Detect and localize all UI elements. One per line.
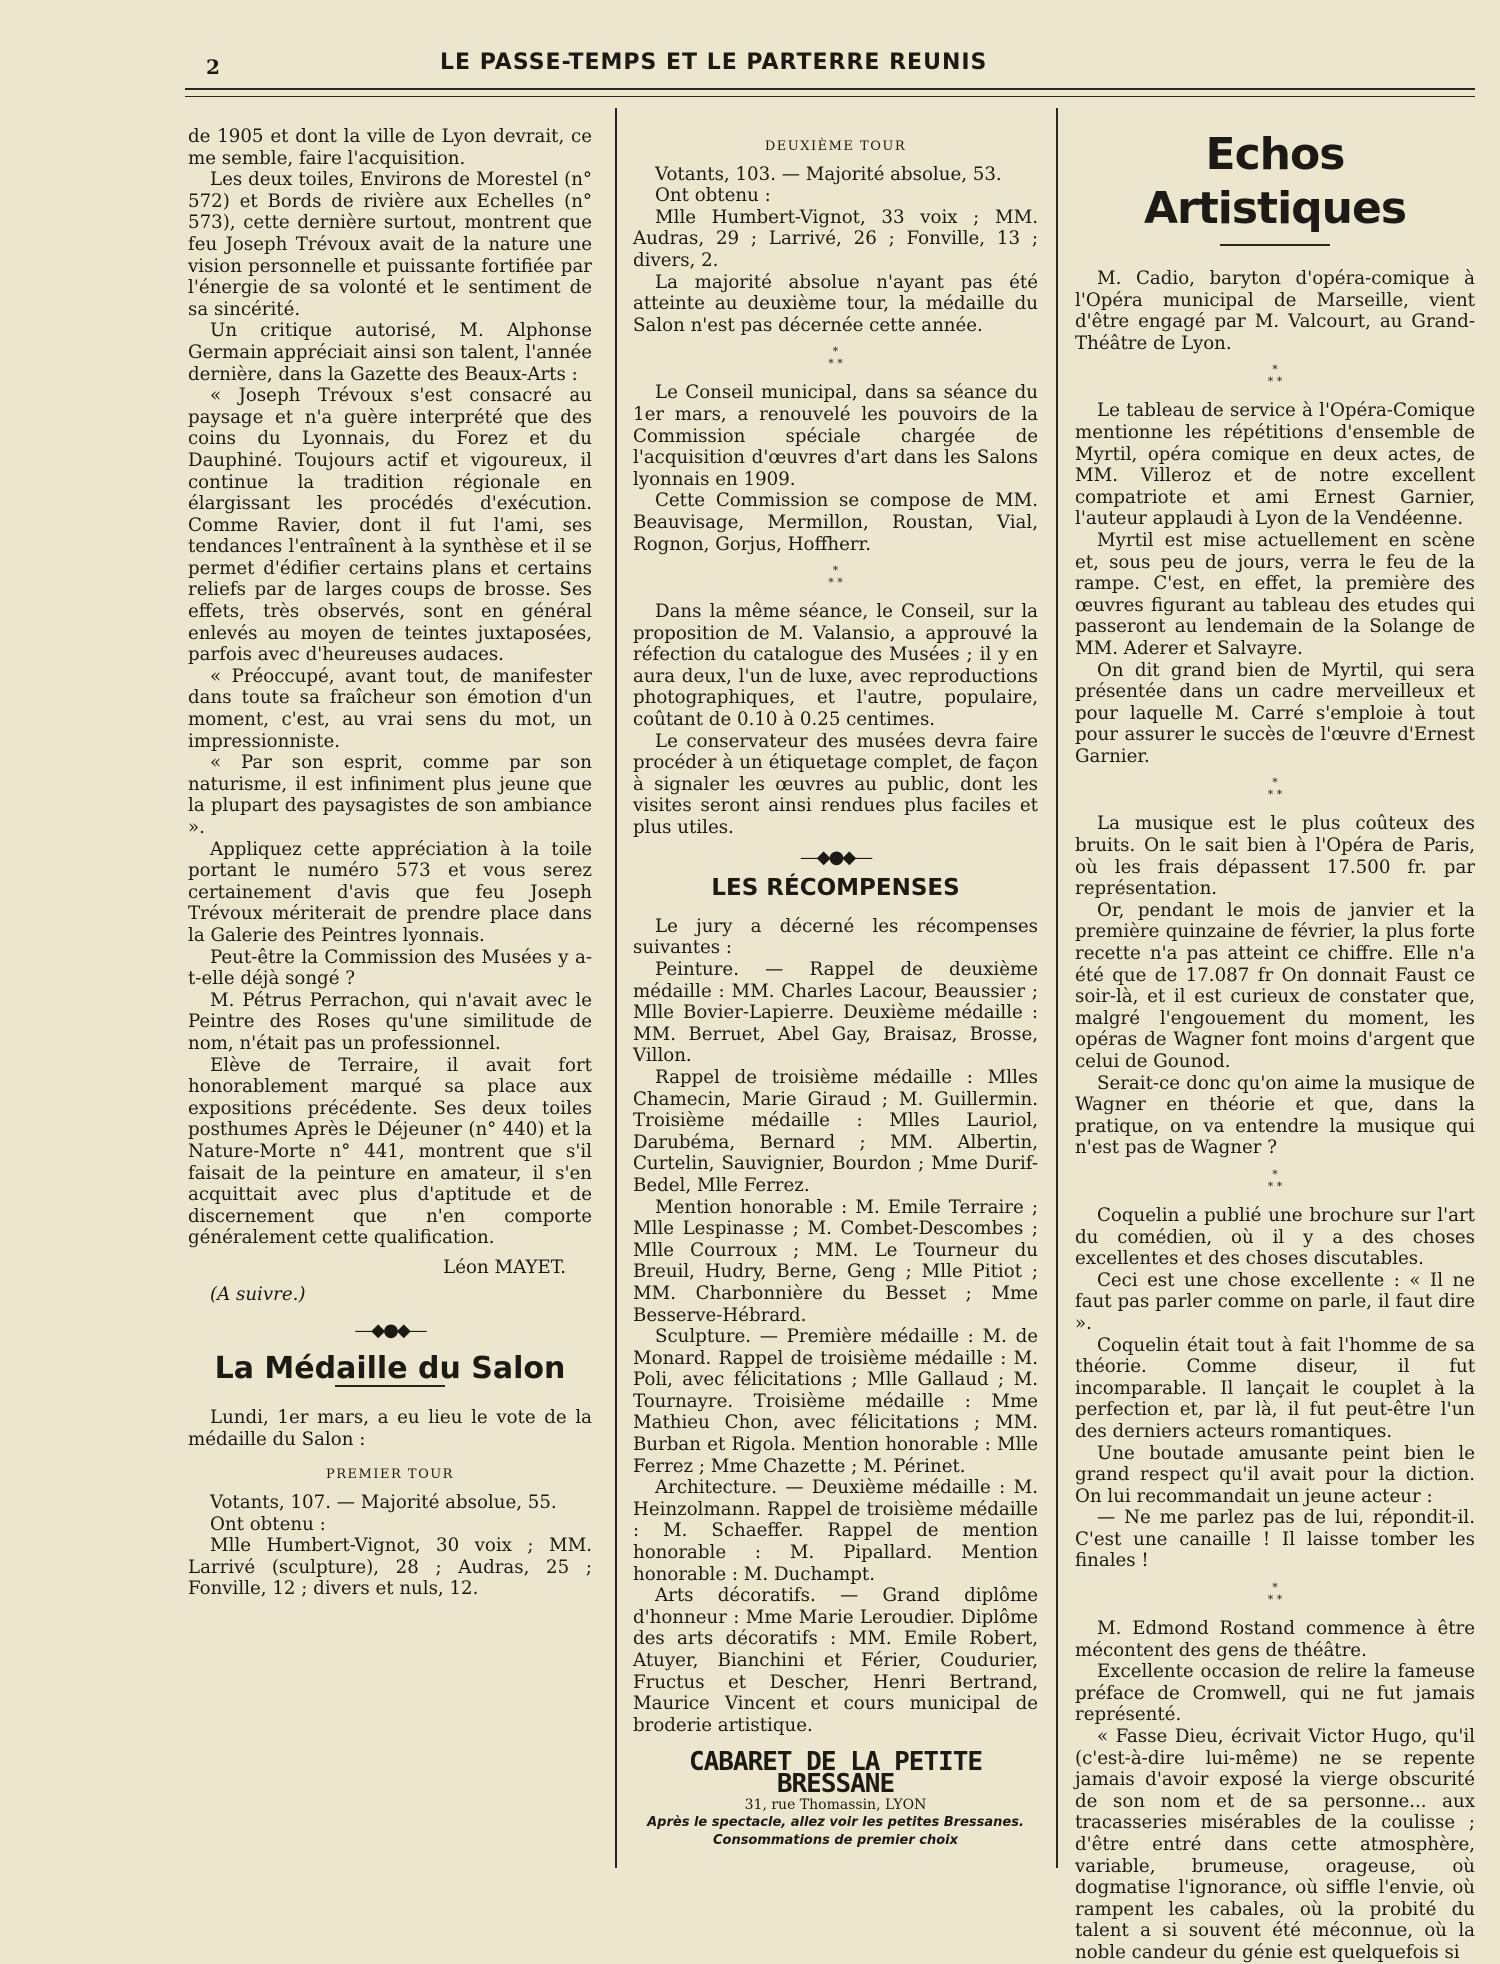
column-rule-2: [1056, 108, 1058, 1868]
paragraph: Rappel de troisième médaille : Mlles Chamecin, Marie Giraud ; M. Guillermin. Troisième médaille : Mlles Lauriol, Darubéma, Bernard ; MM. Albertin, Curtelin, Sauvignier, Bourdon ; Mme Durif-Bedel, Mlle Ferrez.: [633, 1066, 1038, 1196]
paragraph: Une boutade amusante peint bien le grand respect qu'il avait pour la diction. On lui recommandait un jeune acteur :: [1075, 1442, 1475, 1507]
asterism: * * *: [1267, 1167, 1283, 1193]
paragraph: La musique est le plus coûteux des bruits. On le sait bien à l'Opéra de Paris, où les frais dépassent 17.500 fr. par représentation.: [1075, 813, 1475, 900]
paragraph: Un critique autorisé, M. Alphonse Germain appréciait ainsi son talent, l'année dernière, dans la Gazette des Beaux-Arts :: [188, 320, 592, 385]
asterism: * * *: [1267, 363, 1283, 389]
quote-paragraph: « Préoccupé, avant tout, de manifester dans toute sa fraîcheur son émotion d'un moment, c'est, au vrai sens du mot, un impressionniste.: [188, 665, 592, 752]
column-1: [188, 126, 592, 1600]
page-number: 2: [206, 55, 220, 79]
paragraph: Coquelin était tout à fait l'homme de sa théorie. Comme diseur, il fut incomparable. Il lançait le couplet à la perfection et, par là, il fut peut-être l'un des derniers acteurs romantiques.: [1075, 1334, 1475, 1442]
asterism: * * *: [828, 345, 843, 371]
paragraph: Mention honorable : M. Emile Terraire ; Mlle Lespinasse ; M. Combet-Descombes ; Mlle Courroux ; MM. Le Tourneur du Breuil, Hudry, Berne, Geng ; Mlle Pitiot ; MM. Charbonnière du Besset ; Mme Besserve-Hébrard.: [633, 1196, 1038, 1326]
paragraph: Mlle Humbert-Vignot, 33 voix ; MM. Audras, 29 ; Larrivé, 26 ; Fonville, 13 ; divers, 2.: [633, 206, 1038, 271]
paragraph: Ont obtenu :: [655, 185, 771, 207]
paragraph: Elève de Terraire, il avait fort honorablement marqué sa place aux expositions précédente. Ses deux toiles posthumes Après le Déjeuner (n° 440) et la Nature-Morte n° 441, montrent que s'il faisait de la peinture en amateur, il s'en acquittait avec plus d'aptitude et de discernement que n'en comporte généralement cette qualification.: [188, 1054, 592, 1249]
asterism: * * *: [828, 564, 843, 590]
paragraph: Excellente occasion de relire la fameuse préface de Cromwell, qui ne fut jamais représenté.: [1075, 1661, 1475, 1726]
paragraph: M. Pétrus Perrachon, qui n'avait avec le Peintre des Roses qu'une similitude de nom, n'était pas un professionnel.: [188, 989, 592, 1054]
signature: Léon MAYET.: [443, 1256, 566, 1278]
ornament-divider: ―◆●◆―: [355, 1320, 425, 1342]
asterism: * * *: [1267, 1581, 1283, 1607]
header-rule-thin: [185, 96, 1475, 97]
ad-quality: Consommations de premier choix: [712, 1832, 959, 1848]
quote-paragraph: « Joseph Trévoux s'est consacré au paysage et n'a guère interprété que des coins du Lyonnais, du Forez et du Dauphiné. Toujours actif et vigoureux, il continue la tradition régionale en élargissant les procédés d'exécution. Comme Ravier, dont il fut l'ami, ses tendances l'entraînent à la synthèse et il se permet d'édifier certains plans et certains reliefs par de larges coups de brosse. Ses effets, très observés, sont en général enlevés au moyen de teintes juxtaposées, parfois avec d'heureuses audaces.: [188, 385, 592, 666]
paragraph: Coquelin a publié une brochure sur l'art du comédien, où il y a des choses excellentes et des choses discutables.: [1075, 1204, 1475, 1270]
header-rule: [185, 88, 1475, 90]
paragraph: de 1905 et dont la ville de Lyon devrait, ce me semble, faire l'acquisition.: [188, 126, 592, 169]
column-rule-1: [615, 108, 617, 1868]
paragraph: Lundi, 1er mars, a eu lieu le vote de la médaille du Salon :: [188, 1407, 592, 1450]
quote-paragraph: « Par son esprit, comme par son naturisme, il est infiniment plus jeune que la plupart des paysagistes de son ambiance ».: [188, 752, 592, 838]
paragraph: Ont obtenu :: [210, 1513, 326, 1535]
paragraph: Appliquez cette appréciation à la toile portant le numéro 573 et vous serez certainement d'avis que feu Joseph Trévoux mériterait de prendre place dans la Galerie des Peintres lyonnais.: [188, 838, 592, 946]
advertisement: [633, 1747, 1038, 1849]
ad-tagline: Après le spectacle, allez voir les petites Bressanes.: [647, 1814, 1024, 1830]
paragraph: Le tableau de service à l'Opéra-Comique mentionne les répétitions d'ensemble de Myrtil, opéra comique en deux actes, de MM. Villeroz et de notre excellent compatriote et ami Ernest Garnier, l'auteur applaudi à Lyon de la Vendéenne.: [1075, 400, 1475, 530]
paragraph: M. Edmond Rostand commence à être mécontent des gens de théâtre.: [1075, 1618, 1475, 1661]
echos-title: Echos Artistiques: [1143, 129, 1407, 234]
paragraph: Mlle Humbert-Vignot, 30 voix ; MM. Larrivé (sculpture), 28 ; Audras, 25 ; Fonville, 12 ; divers et nuls, 12.: [188, 1535, 592, 1600]
title-rule: [1220, 244, 1330, 246]
paragraph: — Ne me parlez pas de lui, répondit-il. C'est une canaille ! Il laisse tomber les finales !: [1075, 1507, 1475, 1572]
paragraph: Dans la même séance, le Conseil, sur la proposition de M. Valansio, a approuvé la réfection du catalogue des Musées ; il y en aura deux, l'un de luxe, avec reproductions photographiques, et l'autre, populaire, coûtant de 0.10 à 0.25 centimes.: [633, 601, 1038, 731]
running-title: LE PASSE-TEMPS ET LE PARTERRE REUNIS: [440, 50, 988, 75]
paragraph: La majorité absolue n'ayant pas été atteinte au deuxième tour, la médaille du Salon n'est pas décernée cette année.: [633, 271, 1038, 336]
paragraph: Les deux toiles, Environs de Morestel (n° 572) et Bords de rivière aux Echelles (n° 573), cette dernière surtout, montrent que feu Joseph Trévoux avait de la nature une vision personnelle et puissante fortifiée par l'énergie de sa volonté et le sentiment de sa sincérité.: [188, 169, 592, 320]
round-heading: DEUXIÈME TOUR: [764, 139, 907, 154]
paragraph: « Fasse Dieu, écrivait Victor Hugo, qu'il (c'est-à-dire lui-même) ne se repente jamais d'avoir exposé la vierge obscurité de son nom et de sa personne... aux tracasseries misérables de la coulisse ; d'être entré dans cette atmosphère, variable, brumeuse, orageuse, où dogmatise l'ignorance, où siffle l'envie, où rampent les cabales, où la probité du talent a si souvent été méconnue, où la noble candeur du génie est quelquefois si: [1075, 1726, 1475, 1963]
paragraph: Le Conseil municipal, dans sa séance du 1er mars, a renouvelé les pouvoirs de la Commission spéciale chargée de l'acquisition d'œuvres d'art dans les Salons lyonnais en 1909.: [633, 382, 1038, 490]
column-3: [1075, 120, 1475, 1964]
paragraph: On dit grand bien de Myrtil, qui sera présentée dans un cadre merveilleux et pour laquelle M. Carré s'emploie à tout pour assurer le succès de l'œuvre d'Ernest Garnier.: [1075, 659, 1475, 767]
paragraph: Myrtil est mise actuellement en scène et, sous peu de jours, verra le feu de la rampe. C'est, en effet, la première des œuvres figurant au tableau des etudes qui passeront au lendemain de la Solange de MM. Aderer et Salvayre.: [1075, 529, 1475, 659]
asterism: * * *: [1267, 776, 1283, 802]
paragraph: Serait-ce donc qu'on aime la musique de Wagner en théorie et que, dans la pratique, on va entendre la musique qui n'est pas de Wagner ?: [1075, 1072, 1475, 1159]
paragraph: Le jury a décerné les récompenses suivantes :: [633, 915, 1038, 959]
paragraph: M. Cadio, baryton d'opéra-comique à l'Opéra municipal de Marseille, vient d'être engagé par M. Valcourt, au Grand-Théâtre de Lyon.: [1075, 268, 1475, 354]
paragraph: Arts décoratifs. — Grand diplôme d'honneur : Mme Marie Leroudier. Diplôme des arts décoratifs : MM. Emile Robert, Atuyer, Bianchini et Férier, Coudurier, Fructus et Descher, Henri Bertrand, Maurice Vincent et cours municipal de broderie artistique.: [633, 1585, 1038, 1736]
ad-title: CABARET DE LA PETITE BRESSANE: [688, 1747, 983, 1799]
paragraph: Ceci est une chose excellente : « Il ne faut pas parler comme on parle, il faut dire ».: [1075, 1269, 1475, 1334]
medal-title: La Médaille du Salon: [214, 1350, 566, 1386]
paragraph: Sculpture. — Première médaille : M. de Monard. Rappel de troisième médaille : M. Poli, avec félicitations ; Mlle Gallaud ; M. Tournayre. Troisième médaille : Mme Mathieu Chon, avec félicitations ; MM. Burban et Rigola. Mention honorable : Mlle Ferrez ; Mme Chazette ; M. Périnet.: [633, 1326, 1038, 1477]
paragraph: Votants, 107. — Majorité absolue, 55.: [210, 1492, 557, 1514]
paragraph: Le conservateur des musées devra faire procéder à un étiquetage complet, de façon à signaler les œuvres au public, dont les visites seront ainsi rendues plus faciles et plus utiles.: [633, 730, 1038, 839]
paragraph: Or, pendant le mois de janvier et la première quinzaine de février, la plus forte recette n'a pas atteint ce chiffre. Elle n'a été que de 17.087 fr On donnait Faust ce soir-là, et il est curieux de constater que, malgré l'engouement du moment, les opéras de Wagner font moins d'argent que celui de Gounod.: [1075, 899, 1475, 1072]
paragraph: Peut-être la Commission des Musées y a-t-elle déjà songé ?: [188, 946, 592, 990]
paragraph: Cette Commission se compose de MM. Beauvisage, Mermillon, Roustan, Vial, Rognon, Gorjus, Hoffherr.: [633, 490, 1038, 555]
paragraph: Votants, 103. — Majorité absolue, 53.: [655, 163, 1002, 185]
ad-address: 31, rue Thomassin, LYON: [744, 1796, 927, 1813]
awards-title: LES RÉCOMPENSES: [711, 875, 960, 902]
paragraph: Peinture. — Rappel de deuxième médaille : MM. Charles Lacour, Beaussier ; Mlle Bovier-Lapierre. Deuxième médaille : MM. Berruet, Abel Gay, Braisaz, Brosse, Villon.: [633, 959, 1038, 1067]
column-2: [633, 132, 1038, 1850]
ornament-divider: ―◆●◆―: [800, 846, 871, 868]
round-heading: PREMIER TOUR: [326, 1467, 454, 1483]
paragraph: Architecture. — Deuxième médaille : M. Heinzolmann. Rappel de troisième médaille : M. Schaeffer. Rappel de mention honorable : M. Pipallard. Mention honorable : M. Duchampt.: [633, 1477, 1038, 1585]
to-follow: (A suivre.): [210, 1284, 306, 1306]
